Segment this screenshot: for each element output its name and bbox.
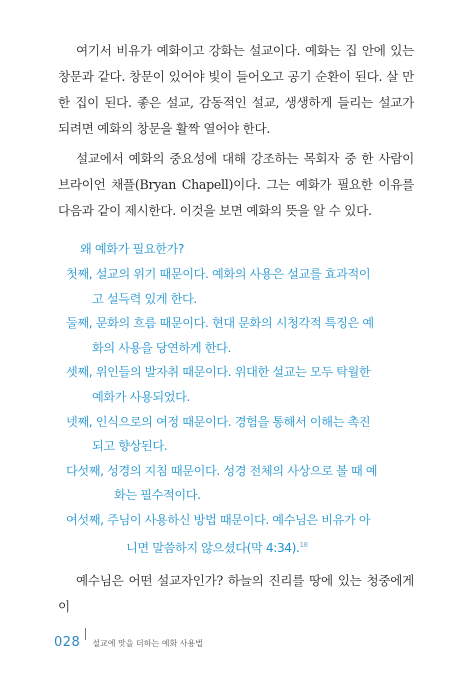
quote-question: 왜 예화가 필요한가? [80, 242, 185, 256]
quote-item-continuation: 화는 필수적이다. [114, 488, 201, 503]
body-paragraph-2-text: 설교에서 예화의 중요성에 대해 강조하는 목회자 중 한 사람이 브라이언 채플(Bryan Chapell)이다. 그는 예화가 필요한 이유를 다음과 같이 제시한다. 이것을 보면 예화의 뜻을 알 수 있다. [58, 151, 414, 218]
quote-item-first-line: 셋째, 위인들의 발자취 때문이다. 위대한 설교는 모두 탁월한 [66, 365, 371, 380]
quote-list [66, 262, 406, 560]
quote-item-first-line: 넷째, 인식으로의 여정 때문이다. 경험을 통해서 이해는 촉진 [66, 414, 371, 429]
running-book-title: 설교에 맛을 더하는 예화 사용법 [92, 639, 203, 648]
quote-list-item [66, 311, 406, 360]
body-paragraph-1 [58, 38, 414, 142]
body-paragraph-3-text: 예수님은 어떤 설교자인가? 하늘의 진리를 땅에 있는 청중에게 이 [58, 573, 414, 614]
quote-item-continuation: 고 설득력 있게 한다. [92, 291, 197, 306]
quote-item-continuation: 되고 향상된다. [92, 439, 168, 454]
quote-item-first-line: 다섯째, 성경의 지침 때문이다. 성경 전체의 사상으로 볼 때 예 [66, 463, 378, 478]
footnote-marker[interactable]: 18 [299, 540, 308, 549]
quote-list-item [66, 262, 406, 311]
quote-item-first-line: 둘째, 문화의 흐름 때문이다. 현대 문화의 시청각적 특징은 예 [66, 316, 374, 331]
quote-item-first-line: 첫째, 설교의 위기 때문이다. 예화의 사용은 설교를 효과적이 [66, 267, 371, 281]
quote-item-continuation: 예화가 사용되었다. [92, 389, 190, 404]
quote-item-first-line: 여섯째, 주님이 사용하신 방법 때문이다. 예수님은 비유가 아 [66, 512, 371, 527]
quote-list-item [66, 508, 406, 560]
quote-item-continuation: 화의 사용을 당연하게 한다. [92, 340, 232, 355]
quote-list-item [66, 360, 406, 409]
body-paragraph-2 [58, 146, 414, 224]
body-paragraph-3 [58, 568, 414, 620]
quote-list-item [66, 410, 406, 459]
footer-divider [85, 628, 86, 640]
page-number: 028 [54, 635, 81, 650]
page-footer [54, 634, 203, 650]
quote-item-continuation [66, 533, 406, 561]
quote-item-continuation-text: 니면 말씀하지 않으셨다(막 4:34). [126, 540, 300, 555]
body-paragraph-1-text: 여기서 비유가 예화이고 강화는 설교이다. 예화는 집 안에 있는 창문과 같다. 창문이 있어야 빛이 들어오고 공기 순환이 된다. 살 만한 집이 된다. 좋은 설교, 감동적인 설교, 생생하게 들리는 설교가 되려면 예화의 창문을 활짝 열어야 한다. [58, 43, 414, 136]
quote-list-item [66, 459, 406, 508]
